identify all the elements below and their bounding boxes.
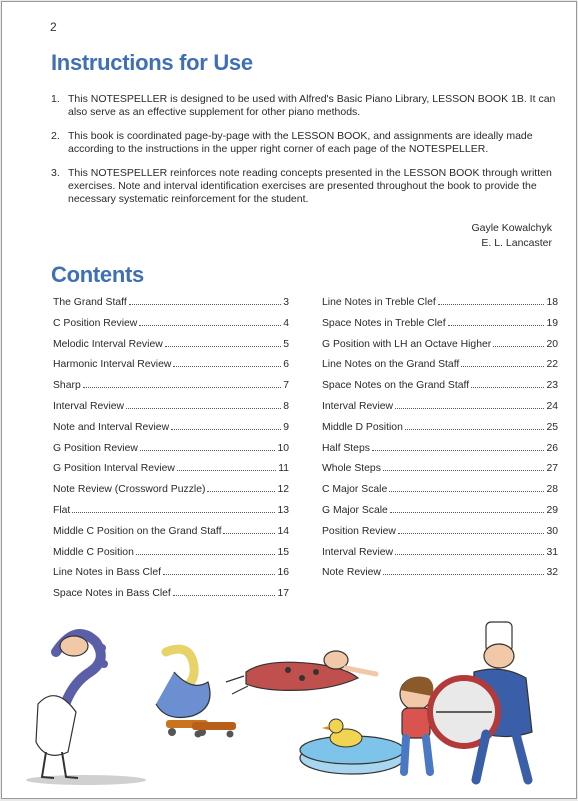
dot-leader	[438, 304, 545, 305]
contents-entry-title: Middle C Position on the Grand Staff	[53, 525, 222, 537]
dot-leader	[383, 574, 545, 575]
contents-entry-title: Space Notes on the Grand Staff	[322, 380, 470, 392]
dot-leader	[390, 512, 545, 513]
contents-entry-title: C Major Scale	[322, 484, 388, 496]
contents-entry-title: Space Notes in Treble Clef	[322, 317, 446, 329]
contents-entry-page: 15	[277, 546, 289, 558]
contents-entry-title: The Grand Staff	[53, 297, 127, 308]
contents-entry	[53, 443, 289, 464]
dot-leader	[395, 554, 544, 555]
contents-entry	[53, 526, 289, 547]
contents-entry	[322, 359, 558, 380]
contents-entry-page: 26	[546, 442, 558, 454]
contents-entry-page: 16	[277, 567, 289, 579]
contents-entry-title: Note Review	[322, 567, 381, 579]
contents-entry	[322, 547, 558, 568]
contents-entry-title: Melodic Interval Review	[53, 338, 163, 350]
contents-entry	[322, 422, 558, 443]
contents-entry-page: 20	[546, 338, 558, 350]
dot-leader	[398, 533, 545, 534]
contents-entry	[53, 547, 289, 568]
contents-entry-title: Note and Interval Review	[53, 421, 170, 433]
contents-column-right	[322, 297, 558, 588]
dot-leader	[461, 366, 544, 367]
contents-entry	[53, 318, 289, 339]
instruction-text: This NOTESPELLER reinforces note reading concepts presented in the LESSON BOOK through written exercises. Note and interval identification exercises are presented throughout the book to provide the necessary systematic reinforcement for the student.	[68, 166, 552, 206]
contents-entry	[53, 401, 289, 422]
dot-leader	[140, 450, 276, 451]
contents-entry-page: 23	[546, 380, 558, 392]
contents-entry-page: 8	[283, 400, 289, 412]
contents-entry-page: 31	[546, 546, 558, 558]
contents-entry	[322, 401, 558, 422]
instructions-heading: Instructions for Use	[51, 50, 253, 75]
contents-entry	[322, 526, 558, 547]
dot-leader	[389, 491, 544, 492]
contents-entry	[53, 588, 289, 609]
contents-entry-title: C Position Review	[53, 317, 138, 329]
contents-entry-page: 4	[283, 317, 289, 329]
contents-entry-page: 10	[277, 442, 289, 454]
instruction-item	[51, 167, 559, 207]
contents-entry-page: 18	[546, 297, 558, 308]
contents-entry-title: Interval Review	[322, 400, 394, 412]
contents-entry-page: 3	[283, 297, 289, 308]
contents-entry-page: 6	[283, 359, 289, 371]
contents-entry-title: Middle C Position	[53, 546, 134, 558]
contents-entry	[53, 422, 289, 443]
dot-leader	[165, 346, 281, 347]
contents-entry-title: Whole Steps	[322, 463, 381, 475]
author-name: E. L. Lancaster	[481, 237, 552, 249]
dot-leader	[173, 595, 276, 596]
contents-entry	[322, 505, 558, 526]
instruction-number: 1.	[51, 93, 60, 105]
dot-leader	[129, 304, 281, 305]
contents-entry-title: G Major Scale	[322, 504, 388, 516]
contents-entry	[322, 318, 558, 339]
contents-entry-title: Line Notes in Treble Clef	[322, 297, 436, 308]
contents-entry-page: 17	[277, 588, 289, 600]
contents-entry-page: 9	[283, 421, 289, 433]
contents-heading: Contents	[51, 262, 144, 287]
contents-entry-title: G Position with LH an Octave Higher	[322, 338, 492, 350]
dot-leader	[177, 470, 276, 471]
contents-entry-title: Note Review (Crossword Puzzle)	[53, 484, 206, 496]
instruction-text: This NOTESPELLER is designed to be used with Alfred's Basic Piano Library, LESSON BOOK 1B. It can also serve as an effective supplement for other piano methods.	[68, 93, 556, 119]
contents-entry	[322, 463, 558, 484]
contents-entry-title: Interval Review	[322, 546, 394, 558]
contents-entry	[53, 359, 289, 380]
dot-leader	[372, 450, 545, 451]
contents-entry-page: 19	[546, 317, 558, 329]
book-page	[1, 1, 577, 799]
instruction-item	[51, 130, 559, 157]
contents-entry	[322, 484, 558, 505]
contents-entry-title: G Position Review	[53, 442, 138, 454]
contents-entry	[322, 297, 558, 318]
contents-entry	[53, 484, 289, 505]
contents-entry	[53, 567, 289, 588]
contents-entry-title: Line Notes on the Grand Staff	[322, 359, 460, 371]
dot-leader	[493, 346, 544, 347]
dot-leader	[171, 429, 281, 430]
contents-entry-title: Interval Review	[53, 400, 125, 412]
contents-entry	[322, 443, 558, 464]
contents-entry	[53, 463, 289, 484]
contents-entry-title: Middle D Position	[322, 421, 403, 433]
contents-entry	[322, 567, 558, 588]
flying-character-icon	[226, 651, 376, 694]
dot-leader	[163, 574, 275, 575]
contents-entry-title: Harmonic Interval Review	[53, 359, 172, 371]
contents-entry-title: Line Notes in Bass Clef	[53, 567, 162, 579]
contents-entry-page: 12	[277, 484, 289, 496]
contents-entry-page: 25	[546, 421, 558, 433]
contents-entry	[53, 339, 289, 360]
contents-entry-page: 27	[546, 463, 558, 475]
bass-clef-character-icon	[36, 634, 108, 778]
instruction-number: 3.	[51, 166, 60, 179]
contents-entry-page: 29	[546, 504, 558, 516]
child-character-icon	[400, 677, 433, 773]
contents-entry-title: Space Notes in Bass Clef	[53, 588, 171, 600]
contents-entry-page: 30	[546, 525, 558, 537]
contents-entry	[53, 297, 289, 318]
instruction-item	[51, 93, 559, 120]
contents-entry	[53, 505, 289, 526]
contents-entry	[322, 380, 558, 401]
dot-leader	[405, 429, 545, 430]
instruction-text: This book is coordinated page-by-page with the LESSON BOOK, and assignments are ideally made according to the instructions in the upper right corner of each page of the NOTESPELLER.	[68, 129, 533, 156]
page-number: 2	[50, 20, 57, 34]
dot-leader	[173, 366, 281, 367]
contents-entry-title: Half Steps	[322, 442, 370, 454]
contents-entry-page: 22	[546, 359, 558, 371]
contents-entry-title: Flat	[53, 504, 71, 516]
dot-leader	[448, 325, 545, 326]
contents-entry-page: 24	[546, 400, 558, 412]
contents-entry-title: Sharp	[53, 380, 81, 392]
dot-leader	[471, 387, 544, 388]
dot-leader	[126, 408, 281, 409]
wading-pool-icon	[300, 719, 404, 774]
author-signature	[471, 221, 552, 251]
dot-leader	[223, 533, 275, 534]
contents-entry-page: 5	[283, 338, 289, 350]
contents-entry-page: 7	[283, 380, 289, 392]
dot-leader	[383, 470, 545, 471]
contents-entry-page: 32	[546, 567, 558, 579]
contents-entry-title: G Position Interval Review	[53, 463, 175, 475]
drummer-character-icon	[430, 622, 532, 780]
dot-leader	[83, 387, 281, 388]
dot-leader	[72, 512, 275, 513]
contents-entry-page: 13	[277, 504, 289, 516]
dot-leader	[136, 554, 276, 555]
dot-leader	[139, 325, 281, 326]
author-name: Gayle Kowalchyk	[471, 222, 552, 234]
instructions-list	[51, 93, 559, 217]
dot-leader	[395, 408, 544, 409]
contents-entry-page: 11	[278, 463, 289, 475]
contents-entry-title: Position Review	[322, 525, 396, 537]
contents-column-left	[53, 297, 289, 609]
contents-entry	[53, 380, 289, 401]
dot-leader	[207, 491, 275, 492]
instruction-number: 2.	[51, 129, 60, 142]
contents-entry-page: 28	[546, 484, 558, 496]
cartoon-illustration	[16, 612, 562, 792]
letter-character-icon	[156, 649, 236, 737]
contents-entry-page: 14	[277, 525, 289, 537]
contents-entry	[322, 339, 558, 360]
